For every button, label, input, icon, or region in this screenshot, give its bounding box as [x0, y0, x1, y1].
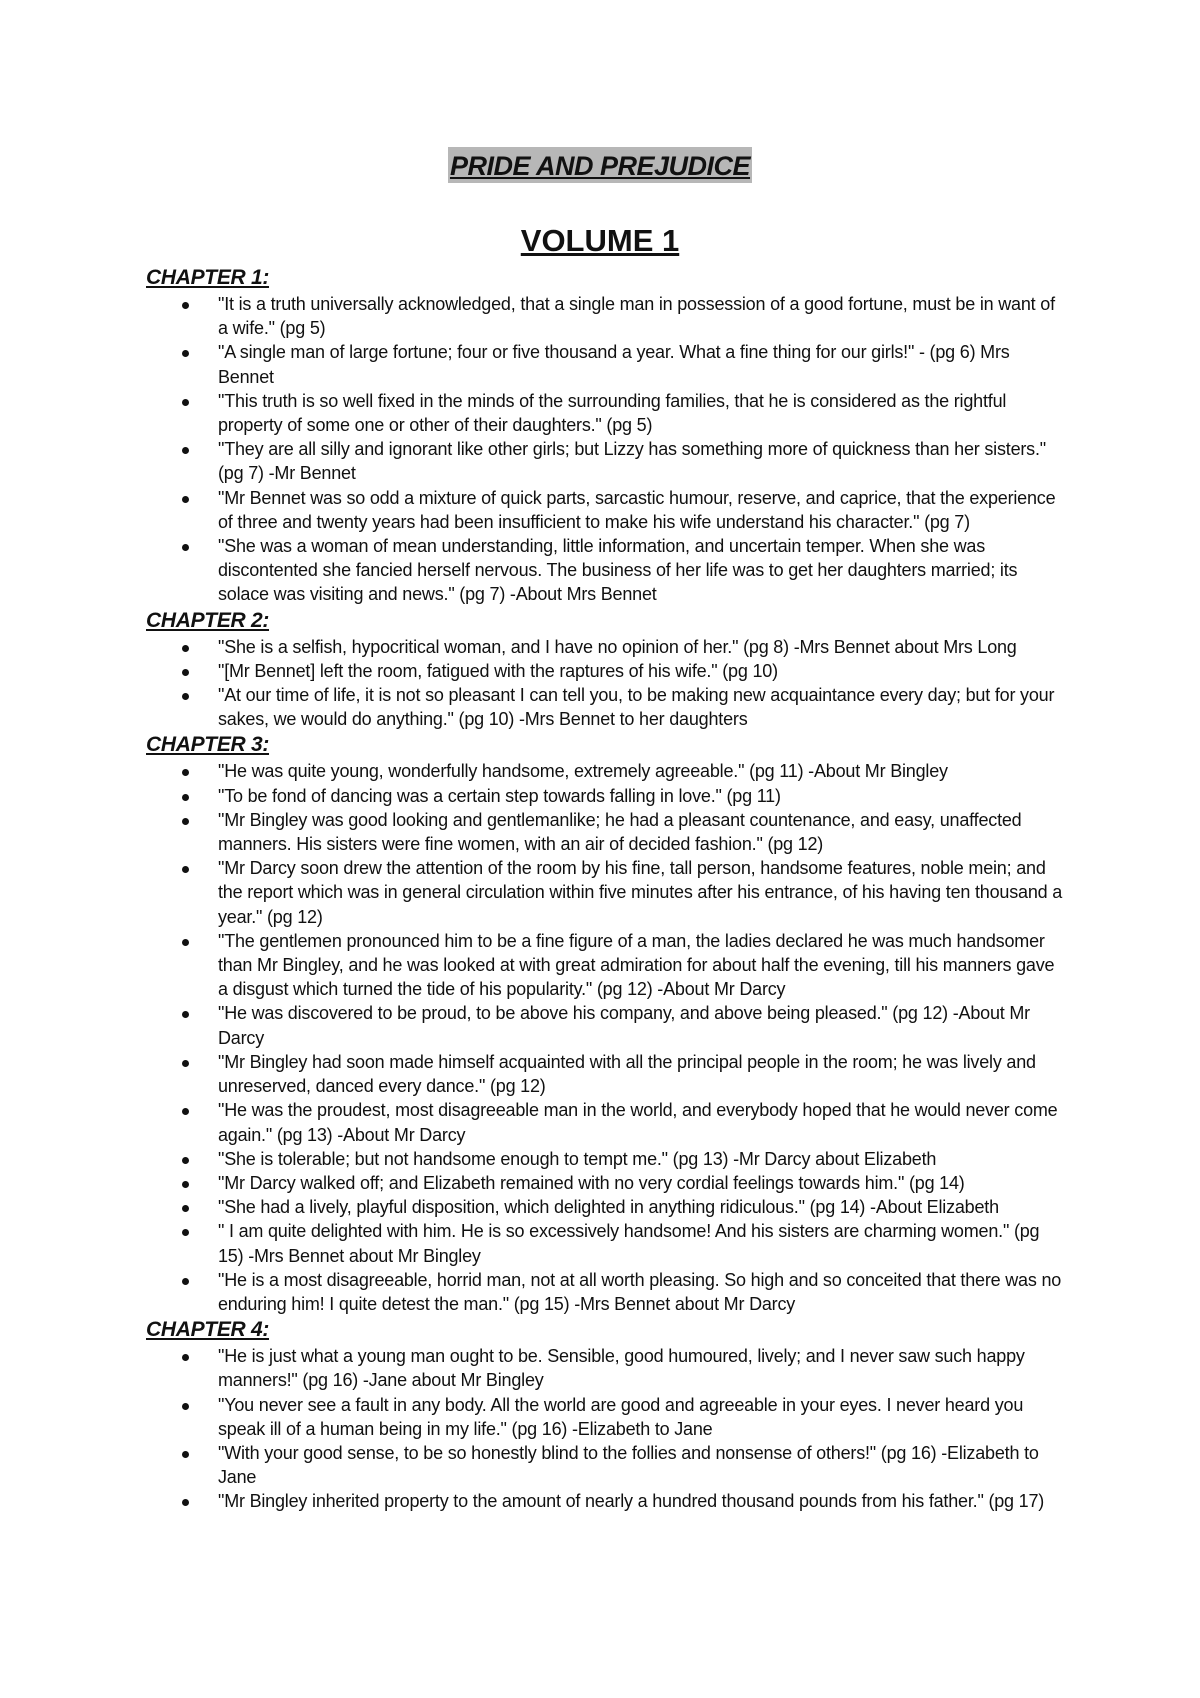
bullet-icon [182, 544, 189, 551]
quote-list [146, 759, 1068, 1316]
quote-text: "He was the proudest, most disagreeable man in the world, and everybody hoped that he would never come again." (pg 13) -About Mr Darcy [218, 1100, 1058, 1145]
quote-text: "She is tolerable; but not handsome enough to tempt me." (pg 13) -Mr Darcy about Elizabeth [218, 1148, 937, 1169]
quote-list-item [146, 1219, 1068, 1267]
bullet-icon [182, 769, 189, 776]
quote-text: "She had a lively, playful disposition, which delighted in anything ridiculous." (pg 14) -About Elizabeth [218, 1197, 999, 1218]
bullet-icon [182, 447, 189, 454]
quote-text: "Mr Darcy walked off; and Elizabeth remained with no very cordial feelings towards him." (pg 14) [218, 1172, 965, 1193]
quote-list [146, 1344, 1068, 1513]
bullet-icon [182, 645, 189, 652]
quote-text: "He is just what a young man ought to be. Sensible, good humoured, lively; and I never saw such happy manners!" (pg 16) -Jane about Mr Bingley [218, 1346, 1025, 1391]
chapter-heading: CHAPTER 3: [146, 733, 270, 757]
bullet-icon [182, 350, 189, 357]
quote-text: "[Mr Bennet] left the room, fatigued with the raptures of his wife." (pg 10) [218, 660, 778, 681]
quote-list-item [146, 784, 1068, 808]
volume-title: VOLUME 1 [520, 223, 680, 258]
quote-list-item [146, 1171, 1068, 1195]
quote-text: "He is a most disagreeable, horrid man, not at all worth pleasing. So high and so conceited that there was no enduring him! I quite detest the man." (pg 15) -Mrs Bennet about Mr Darcy [218, 1269, 1062, 1314]
quote-list-item [146, 683, 1068, 731]
quote-list-item [146, 486, 1068, 534]
quote-list-item [146, 1001, 1068, 1049]
quote-list-item [146, 437, 1068, 485]
chapters-container [146, 264, 1068, 1514]
quote-text: "You never see a fault in any body. All the world are good and agreeable in your eyes. I never heard you speak ill of a human being in my life." (pg 16) -Elizabeth to Jane [218, 1394, 1024, 1439]
quote-text: "This truth is so well fixed in the minds of the surrounding families, that he is considered as the rightful property of some one or other of their daughters." (pg 5) [218, 390, 1007, 436]
quote-list-item [146, 929, 1068, 1002]
quote-list-item [146, 1147, 1068, 1171]
bullet-icon [182, 669, 189, 676]
bullet-icon [182, 818, 189, 825]
quote-text: "Mr Bennet was so odd a mixture of quick parts, sarcastic humour, reserve, and caprice, that the experience of three and twenty years had been insufficient to make his wife understand his character." (pg 7) [218, 487, 1056, 532]
chapter-heading: CHAPTER 4: [146, 1318, 270, 1342]
quote-text: "At our time of life, it is not so pleasant I can tell you, to be making new acquaintance every day; but for your sakes, we would do anything." (pg 10) -Mrs Bennet to her daughters [218, 685, 1055, 730]
bullet-icon [182, 1278, 189, 1285]
chapter-section [146, 1316, 1068, 1513]
bullet-icon [182, 1011, 189, 1018]
quote-list-item [146, 635, 1068, 659]
quote-list-item [146, 1195, 1068, 1219]
quote-text: "She was a woman of mean understanding, little information, and uncertain temper. When she was discontented she fancied herself nervous. The business of her life was to get her daughters married; its solace was visiting and news." (pg 7) -About Mrs Bennet [218, 536, 1018, 605]
quote-list-item [146, 808, 1068, 856]
bullet-icon [182, 939, 189, 946]
chapter-section [146, 731, 1068, 1316]
bullet-icon [182, 866, 189, 873]
quote-text: "Mr Bingley had soon made himself acquainted with all the principal people in the room; he was lively and unreserved, danced every dance." (pg 12) [218, 1051, 1036, 1097]
bullet-icon [182, 1108, 189, 1115]
bullet-icon [182, 1181, 189, 1188]
quote-list-item [146, 1344, 1068, 1392]
quote-text: "To be fond of dancing was a certain step towards falling in love." (pg 11) [218, 785, 781, 806]
quote-list-item [146, 1489, 1068, 1513]
quote-text: "Mr Bingley was good looking and gentlemanlike; he had a pleasant countenance, and easy, unaffected manners. His sisters were fine women, with an air of decided fashion." (pg 12) [218, 809, 1022, 855]
quote-list-item [146, 1098, 1068, 1146]
quote-list-item [146, 759, 1068, 783]
quote-list-item [146, 340, 1068, 388]
chapter-section [146, 607, 1068, 732]
bullet-icon [182, 1403, 189, 1410]
quote-list-item [146, 856, 1068, 929]
bullet-icon [182, 496, 189, 503]
bullet-icon [182, 1229, 189, 1236]
bullet-icon [182, 1157, 189, 1164]
quote-list-item [146, 1050, 1068, 1098]
quote-text: "She is a selfish, hypocritical woman, and I have no opinion of her." (pg 8) -Mrs Bennet about Mrs Long [218, 636, 1017, 657]
bullet-icon [182, 693, 189, 700]
quote-text: "They are all silly and ignorant like other girls; but Lizzy has something more of quickness than her sisters." (pg 7) -Mr Bennet [218, 439, 1046, 484]
quote-list-item [146, 1393, 1068, 1441]
chapter-heading: CHAPTER 2: [146, 608, 270, 632]
chapter-section [146, 264, 1068, 607]
quote-list-item [146, 1268, 1068, 1316]
document-title [0, 146, 1200, 183]
bullet-icon [182, 1354, 189, 1361]
quote-text: " I am quite delighted with him. He is so excessively handsome! And his sisters are charming women." (pg 15) -Mrs Bennet about Mr Bingley [218, 1221, 1040, 1266]
bullet-icon [182, 1451, 189, 1458]
bullet-icon [182, 302, 189, 309]
document-title-text: PRIDE AND PREJUDICE [448, 147, 752, 183]
quote-text: "It is a truth universally acknowledged, that a single man in possession of a good fortune, must be in want of a wife." (pg 5) [218, 294, 1055, 339]
bullet-icon [182, 1499, 189, 1506]
quote-list-item [146, 534, 1068, 607]
bullet-icon [182, 1205, 189, 1212]
quote-list-item [146, 659, 1068, 683]
quote-text: "He was discovered to be proud, to be above his company, and above being pleased." (pg 12) -About Mr Darcy [218, 1003, 1030, 1048]
bullet-icon [182, 794, 189, 801]
quote-list-item [146, 389, 1068, 437]
quote-text: "Mr Darcy soon drew the attention of the room by his fine, tall person, handsome features, noble mein; and the report which was in general circulation within five minutes after his entrance, of his having ten thousand a year." (pg 12) [218, 858, 1063, 927]
quote-text: "The gentlemen pronounced him to be a fine figure of a man, the ladies declared he was much handsomer than Mr Bingley, and he was looked at with great admiration for about half the evening, till his manners gave a disgust which turned the tide of his popularity." (pg 12) -About Mr Darcy [218, 930, 1055, 1000]
quote-list-item [146, 1441, 1068, 1489]
quote-text: "He was quite young, wonderfully handsome, extremely agreeable." (pg 11) -About Mr Bingley [218, 761, 948, 782]
quote-text: "Mr Bingley inherited property to the amount of nearly a hundred thousand pounds from his father." (pg 17) [218, 1491, 1045, 1512]
quote-list [146, 292, 1068, 607]
bullet-icon [182, 1060, 189, 1067]
quote-list-item [146, 292, 1068, 340]
chapter-heading: CHAPTER 1: [146, 266, 270, 289]
bullet-icon [182, 399, 189, 406]
quote-text: "With your good sense, to be so honestly blind to the follies and nonsense of others!" (pg 16) -Elizabeth to Jane [218, 1442, 1039, 1488]
quote-list [146, 635, 1068, 732]
quote-text: "A single man of large fortune; four or five thousand a year. What a fine thing for our girls!" - (pg 6) Mrs Bennet [218, 342, 1010, 387]
